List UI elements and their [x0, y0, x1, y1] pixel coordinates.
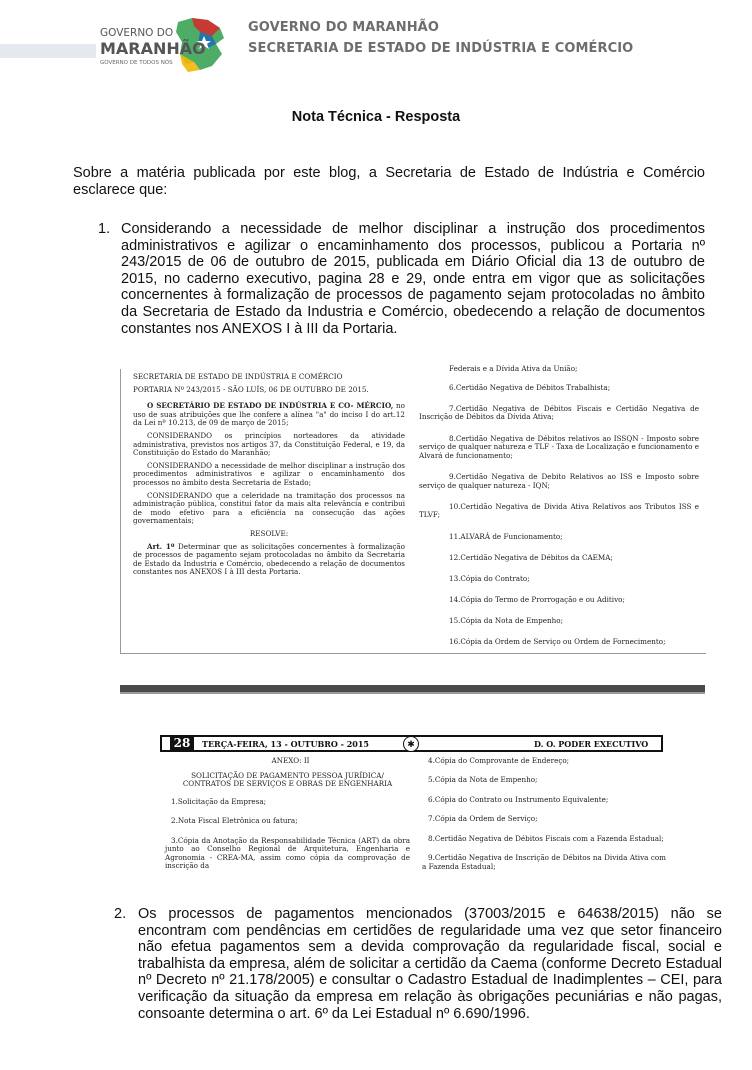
- anexo-list-item: 5.Cópia da Nota de Empenho;: [428, 775, 538, 785]
- anexo-label: ANEXO: II: [271, 756, 310, 765]
- scan-separator-band-light: [120, 692, 705, 694]
- anexo-list-item: 4.Cópia do Comprovante de Endereço;: [428, 756, 570, 765]
- item-1-number: 1.: [98, 221, 111, 237]
- anexo-title: SOLICITAÇÃO DE PAGAMENTO PESSOA JURÍDICA/ CONTRATOS DE SERVIÇOS E OBRAS DE ENGENHARIA: [182, 770, 393, 789]
- portaria-paragraph: CONSIDERANDO que a celeridade na tramitação dos processos na administração pública, constitui fator da mais alta relevância e contribui de modo efetivo para a eficiência na consecução das ações governamentais;: [133, 490, 405, 526]
- portaria-article: Art. 1º Determinar que as solicitações concernentes à formalização de processos de pagamento sejam protocoladas no âmbito da Secretaria de Estado da Industria e Comércio, obedecendo a relação de documentos constantes nos ANEXOS I à III desta Portaria.: [133, 541, 405, 577]
- logo-text-line2: MARANHÃO: [100, 39, 206, 58]
- portaria-list-item: 16.Cópia da Ordem de Serviço ou Ordem de Fornecimento;: [449, 637, 666, 647]
- anexo-column-2: [422, 757, 666, 882]
- governo-maranhao-logo: [96, 14, 228, 78]
- anexo-list-item: 3.Cópia da Anotação da Responsabilidade Técnica (ART) da obra junto ao Conselho Regional de Arquitetura, Engenharia e Agronomia - CREA-MA, assim como cópia da comprovação de inscrição da: [165, 835, 410, 871]
- coat-of-arms-icon: ✱: [403, 736, 419, 752]
- document-title: Nota Técnica - Resposta: [291, 109, 461, 125]
- portaria-list-item: 9.Certidão Negativa de Debito Relativos ao ISS e Imposto sobre serviço de qualquer natureza - IQN;: [419, 471, 699, 490]
- portaria-list-item: 11.ALVARÁ de Funcionamento;: [449, 531, 563, 541]
- portaria-column-2: [419, 365, 699, 660]
- logo-text-line1: GOVERNO DO: [100, 27, 174, 39]
- item-1-text: Considerando a necessidade de melhor disciplinar a instrução dos procedimentos administrativos e agilizar o encaminhamento dos processos, publicou a Portaria nº 243/2015 de 06 de outubro de 2015, publicada em Diário Oficial dia 13 de outubro de 2015, no caderno executivo, pagina 28 e 29, onde entra em vigor que as solicitações concernentes à formalização de processos de pagamento sejam protocoladas no âmbito da Secretaria de Estado da Industria e Comércio, obedecendo a relação de documentos constantes nos ANEXOS I à III da Portaria.: [121, 221, 705, 337]
- portaria-paragraph: CONSIDERANDO a necessidade de melhor disciplinar a instrução dos procedimentos administrativos e agilizar o encaminhamento dos processos no âmbito desta Secretaria de Estado;: [133, 460, 405, 487]
- portaria-column-1: [133, 373, 405, 581]
- anexo-list-item: 8.Certidão Negativa de Débitos Fiscais com a Fazenda Estadual;: [428, 833, 664, 843]
- anexo-list-item: 1.Solicitação da Empresa;: [171, 796, 267, 806]
- gazette-scan-anexo: [160, 732, 665, 872]
- portaria-list-item: 10.Certidão Negativa de Divida Ativa Relativos aos Tributos ISS e TLVF;: [419, 501, 699, 520]
- portaria-heading: SECRETARIA DE ESTADO DE INDÚSTRIA E COMÉRCIO: [133, 372, 343, 381]
- scan-separator-band: [120, 685, 705, 692]
- portaria-list-item: 6.Certidão Negativa de Débitos Trabalhista;: [449, 382, 611, 392]
- portaria-list-item: 13.Cópia do Contrato;: [449, 573, 530, 583]
- portaria-number: PORTARIA Nº 243/2015 - SÃO LUÍS, 06 DE OUTUBRO DE 2015.: [133, 384, 369, 394]
- gazette-section: D. O. PODER EXECUTIVO: [534, 739, 649, 749]
- portaria-list-item: Federais e a Dívida Ativa da União;: [449, 364, 578, 373]
- intro-paragraph: Sobre a matéria publicada por este blog, a Secretaria de Estado de Indústria e Comércio esclarece que:: [73, 165, 705, 198]
- item-2-text: Os processos de pagamentos mencionados (37003/2015 e 64638/2015) não se encontram com pendências em certidões de regularidade uma vez que setor financeiro não efetua pagamentos sem a devida comprovação da regularidade fiscal, social e trabalhista da empresa, além de solicitar a certidão da Caema (conforme Decreto Estadual nº Decreto nº 21.178/2005) e consultar o Cadastro Estadual de Inadimplentes – CEI, para verificação da situação da empresa em relação às obrigações pecuniárias e não pagas, consoante determina o art. 6º da Lei Estadual nº 6.690/1996.: [138, 906, 722, 1022]
- header-secretariat-name: SECRETARIA DE ESTADO DE INDÚSTRIA E COMÉRCIO: [248, 41, 634, 56]
- portaria-list-item: 15.Cópia da Nota de Empenho;: [449, 616, 564, 626]
- portaria-list-item: 12.Certidão Negativa de Débitos da CAEMA;: [449, 552, 613, 562]
- anexo-column-1: [165, 757, 410, 882]
- gazette-scan-portaria: [120, 364, 706, 654]
- gazette-page-number: 28: [170, 735, 194, 752]
- portaria-paragraph: O SECRETÁRIO DE ESTADO DE INDÚSTRIA E CO- MÉRCIO, no uso de suas atribuições que lhe confere a alínea "a" do inciso I do art.12 da Lei nº 10.213, de 09 de março de 2015;: [133, 401, 405, 428]
- header-accent-bar: [0, 44, 96, 58]
- gazette-date: TERÇA-FEIRA, 13 - OUTUBRO - 2015: [202, 739, 369, 749]
- anexo-list-item: 6.Cópia do Contrato ou Instrumento Equivalente;: [428, 794, 609, 804]
- header-government-name: GOVERNO DO MARANHÃO: [248, 20, 439, 35]
- portaria-list-item: 8.Certidão Negativa de Débitos relativos ao ISSQN - Imposto sobre serviço de qualquer natureza e TLF - Taxa de Localização e funcionamento e Alvará de funcionamento;: [419, 433, 699, 460]
- portaria-list-item: 7.Certidão Negativa de Débitos Fiscais e Certidão Negativa de Inscrição de Débitos da Dívida Ativa;: [419, 403, 699, 422]
- portaria-resolve: RESOLVE:: [249, 528, 289, 538]
- logo-tagline: GOVERNO DE TODOS NÓS: [100, 60, 173, 66]
- anexo-list-item: 7.Cópia da Ordem de Serviço;: [428, 814, 538, 824]
- anexo-list-item: 9.Certidão Negativa de Inscrição de Débitos na Divida Ativa com a Fazenda Estadual;: [422, 852, 666, 871]
- portaria-paragraph: CONSIDERANDO os princípios norteadores da atividade administrativa, previstos nos artigos 37, da Constituição Federal, e 19, da Constituição do Estado do Maranhão;: [133, 430, 405, 458]
- item-2-number: 2.: [114, 906, 127, 922]
- portaria-list-item: 14.Cópia do Termo de Prorrogação e ou Aditivo;: [449, 595, 625, 605]
- anexo-list-item: 2.Nota Fiscal Eletrônica ou fatura;: [171, 816, 298, 826]
